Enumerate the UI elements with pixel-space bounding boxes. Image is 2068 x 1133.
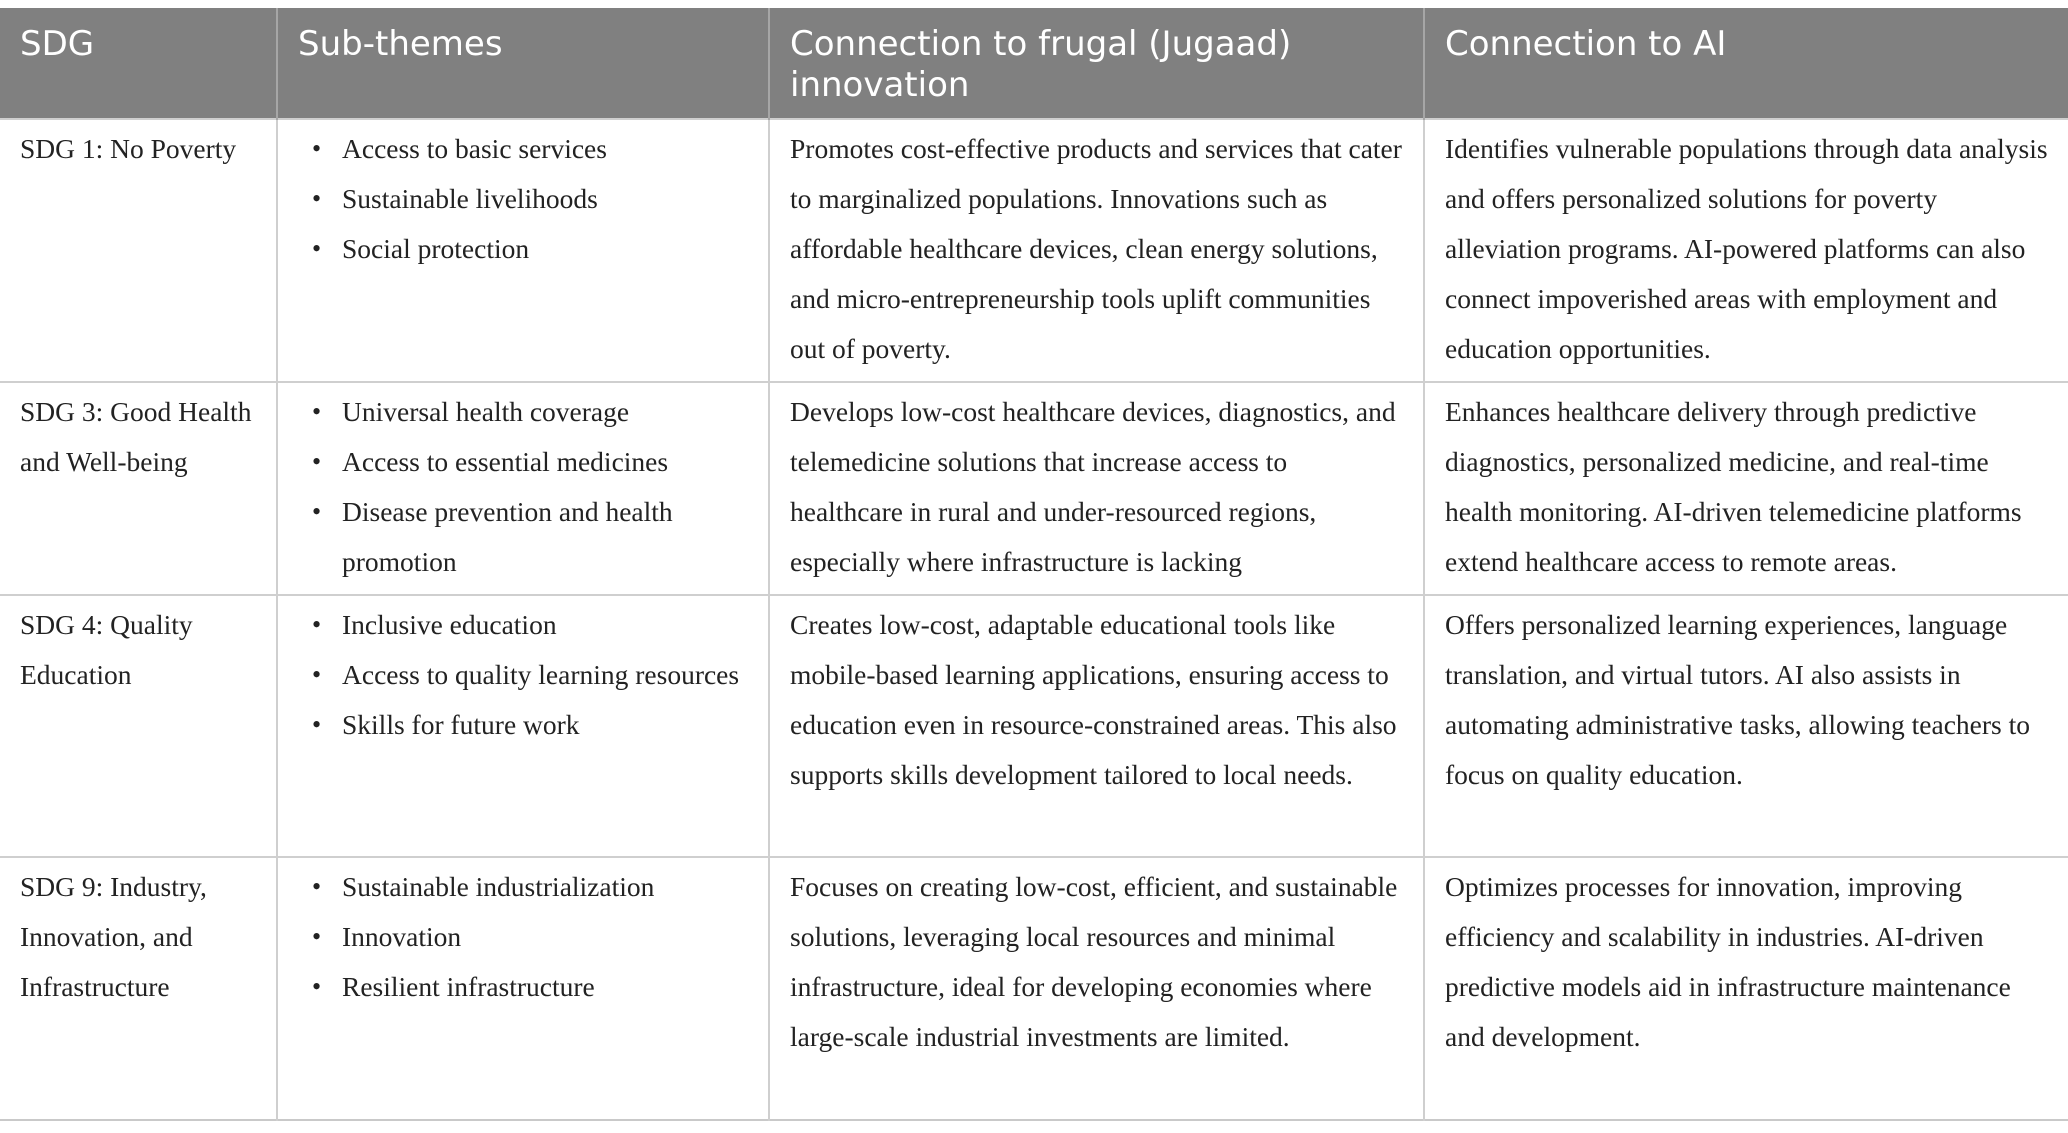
sub-themes-cell [277,595,769,857]
list-item: • Universal health coverage [328,387,748,437]
table-header-row [0,8,2068,119]
list-item: • Sustainable livelihoods [328,174,748,224]
sub-themes-cell [277,119,769,382]
header-sdg: SDG [20,24,95,64]
frugal-cell: Develops low-cost healthcare devices, diagnostics, and telemedicine solutions that increase access to healthcare in rural and under-resourced regions, especially where infrastructure is lacking [769,382,1424,595]
list-item: • Social protection [328,224,748,274]
header-frugal-innovation: Connection to frugal (Jugaad) innovation [769,8,1424,119]
sdg-cell: SDG 9: Industry, Innovation, and Infrastructure [0,857,277,1120]
list-item: • Access to essential medicines [328,437,748,487]
ai-cell: Optimizes processes for innovation, improving efficiency and scalability in industries. AI-driven predictive models aid in infrastructure maintenance and development. [1424,857,2068,1120]
ai-cell: Identifies vulnerable populations through data analysis and offers personalized solutions for poverty alleviation programs. AI-powered platforms can also connect impoverished areas with employment and education opportunities. [1424,119,2068,382]
sdg-cell: SDG 1: No Poverty [0,119,277,382]
list-item: • Inclusive education [328,600,748,650]
sub-themes-list [298,124,748,274]
ai-cell: Offers personalized learning experiences, language translation, and virtual tutors. AI also assists in automating administrative tasks, allowing teachers to focus on quality education. [1424,595,2068,857]
list-item: • Resilient infrastructure [328,962,748,1012]
list-item: • Disease prevention and health promotion [328,487,748,587]
header-sub-themes: Sub-themes [277,8,769,119]
sub-themes-list [298,387,748,587]
list-item: • Access to quality learning resources [328,650,748,700]
sdg-cell: SDG 3: Good Health and Well-being [0,382,277,595]
table-row [0,382,2068,595]
list-item: • Innovation [328,912,748,962]
sdg-table [0,8,2068,1121]
sub-themes-list [298,862,748,1012]
frugal-cell: Focuses on creating low-cost, efficient, and sustainable solutions, leveraging local resources and minimal infrastructure, ideal for developing economies where large-scale industrial investments are limited. [769,857,1424,1120]
frugal-cell: Creates low-cost, adaptable educational tools like mobile-based learning applications, ensuring access to education even in resource-constrained areas. This also supports skills development tailored to local needs. [769,595,1424,857]
header-ai: Connection to AI [1424,8,2068,119]
table-row [0,857,2068,1120]
sub-themes-list [298,600,748,750]
table-row [0,595,2068,857]
list-item: • Sustainable industrialization [328,862,748,912]
table-row [0,119,2068,382]
sub-themes-cell [277,382,769,595]
sdg-cell: SDG 4: Quality Education [0,595,277,857]
sub-themes-cell [277,857,769,1120]
list-item: • Access to basic services [328,124,748,174]
ai-cell: Enhances healthcare delivery through predictive diagnostics, personalized medicine, and real-time health monitoring. AI-driven telemedicine platforms extend healthcare access to remote areas. [1424,382,2068,595]
list-item: • Skills for future work [328,700,748,750]
frugal-cell: Promotes cost-effective products and services that cater to marginalized populations. Innovations such as affordable healthcare devices, clean energy solutions, and micro-entrepreneurship tools uplift communities out of poverty. [769,119,1424,382]
